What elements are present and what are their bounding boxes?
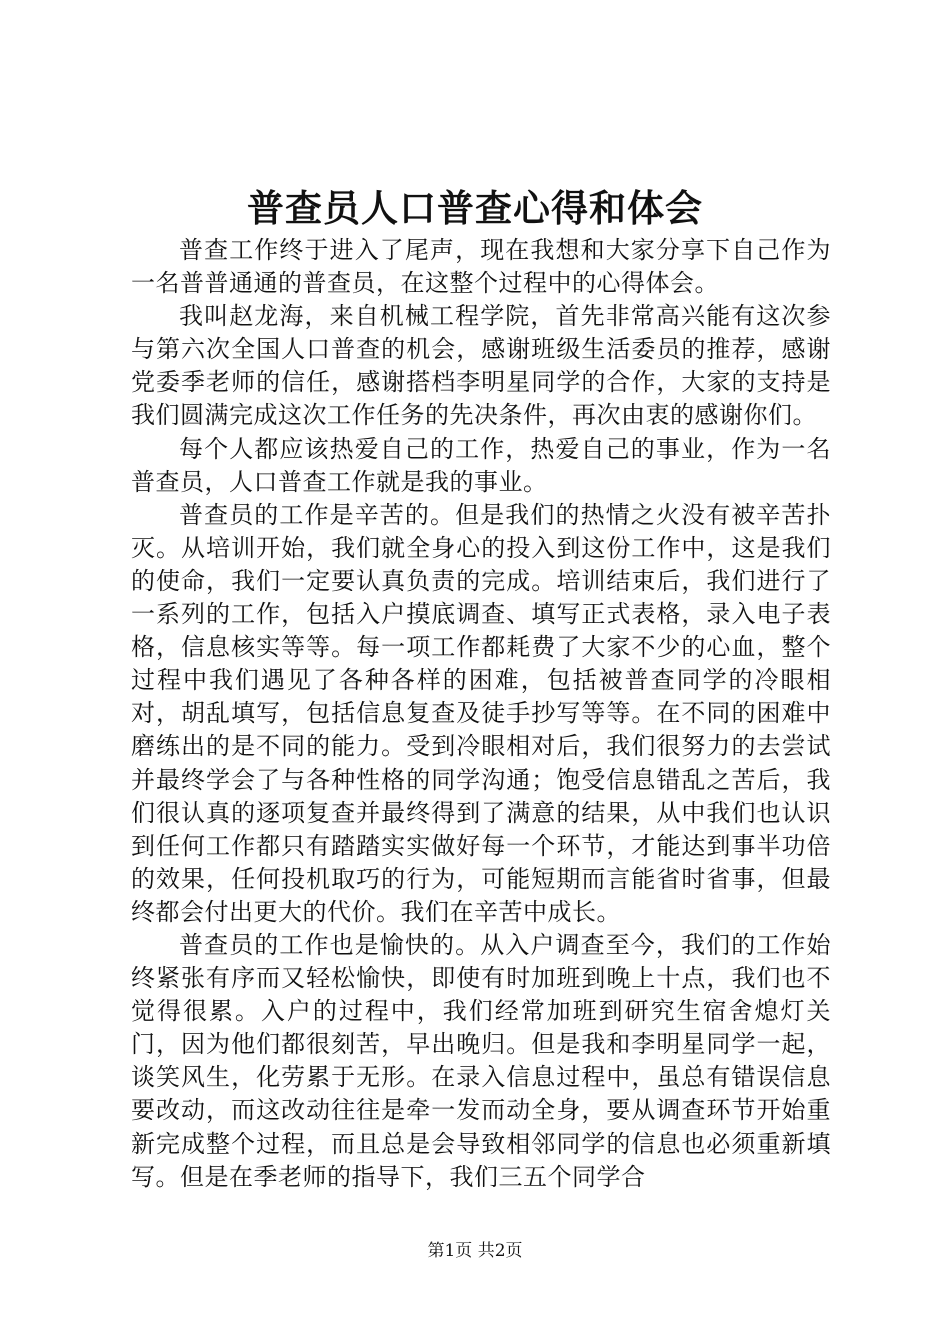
paragraph-3: 每个人都应该热爱自己的工作，热爱自己的事业，作为一名普查员，人口普查工作就是我的事业。: [131, 434, 831, 496]
paragraph-5: 普查员的工作也是愉快的。从入户调查至今，我们的工作始终紧张有序而又轻松愉快，即使有时加班到晚上十点，我们也不觉得很累。入户的过程中，我们经常加班到研究生宿舍熄灯关门，因为他们都很刻苦，早出晚归。但是我和李明星同学一起，谈笑风生，化劳累于无形。在录入信息过程中，虽总有错误信息要改动，而这改动往往是牵一发而动全身，要从调查环节开始重新完成整个过程，而且总是会导致相邻同学的信息也必须重新填写。但是在季老师的指导下，我们三五个同学合: [131, 930, 831, 1191]
paragraph-2: 我叫赵龙海，来自机械工程学院，首先非常高兴能有这次参与第六次全国人口普查的机会，感谢班级生活委员的推荐，感谢党委季老师的信任，感谢搭档李明星同学的合作，大家的支持是我们圆满完成这次工作任务的先决条件，再次由衷的感谢你们。: [131, 302, 831, 430]
document-body: [131, 234, 831, 1194]
page-footer: 第1页 共2页: [427, 1241, 523, 1261]
document-title: 普查员人口普查心得和体会: [247, 186, 703, 230]
paragraph-4: 普查员的工作是辛苦的。但是我们的热情之火没有被辛苦扑灭。从培训开始，我们就全身心的投入到这份工作中，这是我们的使命，我们一定要认真负责的完成。培训结束后，我们进行了一系列的工作，包括入户摸底调查、填写正式表格，录入电子表格，信息核实等等。每一项工作都耗费了大家不少的心血，整个过程中我们遇见了各种各样的困难，包括被普查同学的冷眼相对，胡乱填写，包括信息复查及徒手抄写等等。在不同的困难中磨练出的是不同的能力。受到冷眼相对后，我们很努力的去尝试并最终学会了与各种性格的同学沟通；饱受信息错乱之苦后，我们很认真的逐项复查并最终得到了满意的结果，从中我们也认识到任何工作都只有踏踏实实做好每一个环节，才能达到事半功倍的效果，任何投机取巧的行为，可能短期而言能省时省事，但最终都会付出更大的代价。我们在辛苦中成长。: [131, 500, 831, 926]
paragraph-1: 普查工作终于进入了尾声，现在我想和大家分享下自己作为一名普普通通的普查员，在这整个过程中的心得体会。: [131, 236, 831, 298]
